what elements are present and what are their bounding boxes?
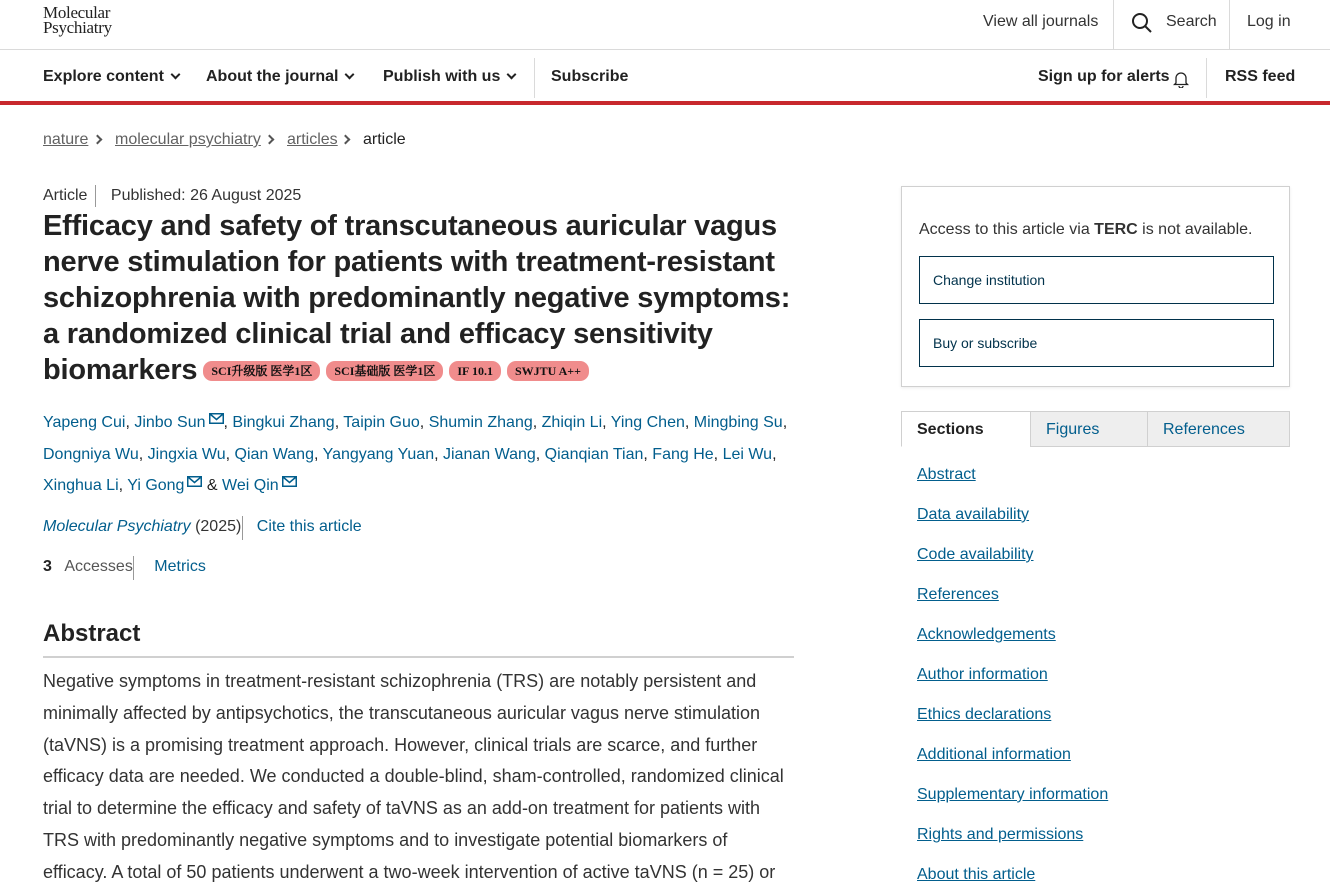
section-link-abstract[interactable]: Abstract [917,466,976,483]
author-link[interactable]: Jinbo Sun [134,414,206,431]
chevron-right-icon [265,135,275,145]
search-button[interactable]: Search [1166,13,1217,30]
chevron-down-icon [170,70,180,80]
section-link-rights-permissions[interactable]: Rights and permissions [917,826,1084,843]
breadcrumb-article: article [363,131,406,148]
email-icon[interactable] [209,413,224,424]
tab-sections[interactable]: Sections [901,411,1031,447]
nav-rss-feed[interactable]: RSS feed [1225,68,1296,85]
access-msg-suffix: is not available. [1137,221,1253,238]
badge-swjtu: SWJTU A++ [507,361,589,381]
publication-year: (2025) [195,518,242,535]
section-link-about-article[interactable]: About this article [917,866,1036,883]
view-all-journals-link[interactable]: View all journals [983,13,1099,30]
author-link[interactable]: Wei Qin [222,477,279,494]
author-list [43,407,803,502]
author-line: Yapeng Cui, Jinbo Sun , Bingkui Zhang, Taipin Guo, Shumin Zhang, Zhiqin Li, Ying Chen, Mingbing Su, [43,414,788,431]
logo-line-2: Psychiatry [43,18,112,37]
access-metrics [43,558,206,576]
author-line: Xinghua Li, Yi Gong & Wei Qin [43,470,803,502]
abstract-text: Negative symptoms in treatment-resistant schizophrenia (TRS) are notably persistent and minimally affected by antipsychotics, the transcutaneous auricular vagus nerve stimulation (taVNS) is a promising treatment approach. However, clinical trials are scarce, and further efficacy data are needed. We conducted a double-blind, sham-controlled, randomized clinical trial to determine the efficacy and safety of taVNS as an add-on treatment for patients with TRS with predominantly negative symptoms and to investigate potential biomarkers of efficacy. A total of 50 patients underwent a two-week intervention of active taVNS (n = 25) or [43,671,784,882]
nav-about-journal[interactable] [206,68,353,86]
accesses-count: 3 [43,558,52,575]
buy-or-subscribe-button[interactable]: Buy or subscribe [919,319,1274,367]
nav-about-label: About the journal [206,68,339,85]
email-icon[interactable] [282,476,297,487]
email-icon[interactable] [187,476,202,487]
author-link[interactable]: Shumin Zhang [428,414,533,431]
nav-sign-up-alerts[interactable]: Sign up for alerts [1038,68,1170,85]
top-bar [0,0,1330,50]
institution-name: TERC [1094,221,1138,238]
badge-sci-basic: SCI基础版 医学1区 [326,361,443,381]
author-link[interactable]: Zhiqin Li [541,414,603,431]
article-type: Article [43,187,88,204]
author-link[interactable]: Xinghua Li [43,477,119,494]
journal-logo[interactable] [43,5,112,35]
nav-explore-label: Explore content [43,68,164,85]
author-link[interactable]: Yapeng Cui [43,414,126,431]
author-link[interactable]: Lei Wu [722,445,773,463]
section-link-author-information[interactable]: Author information [917,666,1048,683]
chevron-right-icon [341,135,351,145]
logo-line-1: Molecular [43,3,111,22]
breadcrumb-articles[interactable]: articles [287,131,338,148]
metrics-link[interactable]: Metrics [154,558,206,575]
journal-info [43,518,362,536]
nav-explore-content[interactable] [43,68,179,86]
nav-divider [534,58,535,98]
nav-publish-label: Publish with us [383,68,501,85]
badge-sci-upgrade: SCI升级版 医学1区 [203,361,320,381]
author-line: Dongniya Wu, Jingxia Wu, Qian Wang, Yangyang Yuan, Jianan Wang, Qianqian Tian, Fang He, Lei Wu, [43,445,777,463]
author-link[interactable]: Yi Gong [127,477,185,494]
section-link-code-availability[interactable]: Code availability [917,546,1034,563]
change-institution-button[interactable]: Change institution [919,256,1274,304]
section-link-additional-information[interactable]: Additional information [917,746,1071,763]
tab-figures[interactable]: Figures [1030,411,1148,447]
accesses-label: Accesses [64,558,133,575]
author-link[interactable]: Bingkui Zhang [232,414,335,431]
author-link[interactable]: Fang He [652,445,714,463]
author-link[interactable]: Jianan Wang [442,445,536,463]
author-link[interactable]: Taipin Guo [343,414,420,431]
chevron-right-icon [93,135,103,145]
article-title-text: Efficacy and safety of transcutaneous auricular vagus nerve stimulation for patients with treatment-resistant schizophrenia with predominantly negative symptoms: a randomized clinical trial and efficacy sensitivity biomarkers [43,210,791,386]
journal-divider [242,516,243,540]
author-link[interactable]: Mingbing Su [693,414,783,431]
author-and: & [206,477,218,494]
breadcrumb-nature[interactable]: nature [43,131,89,148]
published-date: Published: 26 August 2025 [110,187,302,204]
section-link-ethics-declarations[interactable]: Ethics declarations [917,706,1052,723]
section-tabs [901,411,1290,447]
meta-divider [95,185,96,207]
search-icon[interactable] [1131,12,1153,34]
nav-publish[interactable] [383,68,515,86]
nav-divider [1206,58,1207,98]
article-title [43,208,803,388]
cite-this-article-link[interactable]: Cite this article [256,518,362,535]
section-link-references[interactable]: References [917,586,999,603]
top-divider [1113,0,1114,50]
chevron-down-icon [345,70,355,80]
author-link[interactable]: Qianqian Tian [544,445,644,463]
abstract-heading: Abstract [43,620,794,658]
badge-impact-factor: IF 10.1 [449,361,501,381]
journal-link[interactable]: Molecular Psychiatry [43,518,191,535]
chevron-down-icon [507,70,517,80]
main-nav [0,50,1330,105]
author-link[interactable]: Yangyang Yuan [322,445,435,463]
author-link[interactable]: Qian Wang [234,445,314,463]
metrics-divider [133,556,134,580]
nav-subscribe[interactable]: Subscribe [551,68,629,85]
log-in-link[interactable]: Log in [1247,13,1291,30]
bell-icon [1173,70,1189,88]
breadcrumb-molecular-psychiatry[interactable]: molecular psychiatry [115,131,261,148]
top-divider [1229,0,1230,50]
institution-access-box [901,186,1290,387]
author-link[interactable]: Ying Chen [610,414,685,431]
section-link-data-availability[interactable]: Data availability [917,506,1030,523]
article-meta [43,187,301,205]
author-link[interactable]: Dongniya Wu [43,445,139,463]
access-msg-prefix: Access to this article via [919,221,1095,238]
section-link-supplementary-information[interactable]: Supplementary information [917,786,1109,803]
access-message [919,221,1252,239]
tab-references[interactable]: References [1147,411,1290,447]
author-link[interactable]: Jingxia Wu [147,445,226,463]
section-link-acknowledgements[interactable]: Acknowledgements [917,626,1056,643]
